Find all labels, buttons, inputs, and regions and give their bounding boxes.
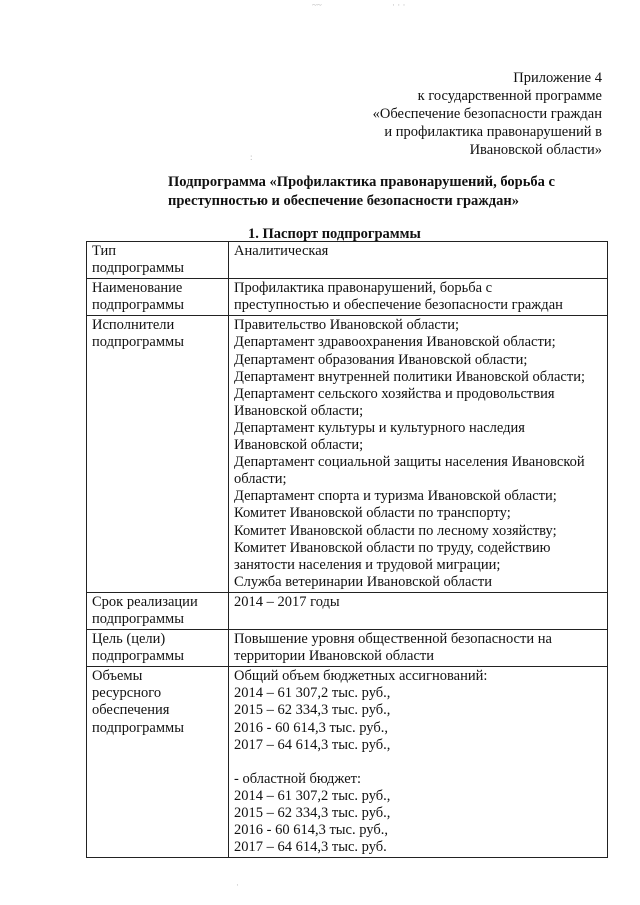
table-row [87,242,608,279]
row-value: Профилактика правонарушений, борьба с [234,280,493,297]
row-value: Общий объем бюджетных ассигнований: [234,668,488,685]
scan-speck: : [250,152,253,162]
row-label: подпрограммы [92,610,184,627]
row-value: 2014 – 2017 годы [234,593,340,610]
row-label: ресурсного [92,685,162,702]
table-row [87,667,608,858]
row-value: Аналитическая [234,243,329,259]
table-row [87,279,608,316]
row-label-cell [87,630,229,667]
row-label-cell [87,316,229,593]
row-value: 2015 – 62 334,3 тыс. руб., [234,702,391,719]
row-label: подпрограммы [92,297,184,314]
row-value: 2014 – 61 307,2 тыс. руб., [234,787,391,804]
row-value: 2017 – 64 614,3 тыс. руб., [234,736,391,753]
row-value-cell [229,667,608,858]
section-title: 1. Паспорт подпрограммы [248,226,421,242]
row-value: 2014 – 61 307,2 тыс. руб., [234,685,391,702]
row-value: Повышение уровня общественной безопасности на [234,631,552,648]
row-label: Тип [92,243,117,259]
row-value-cell [229,316,608,593]
row-value-cell [229,630,608,667]
row-label-cell [87,592,229,629]
row-value: Департамент сельского хозяйства и продовольствия [234,385,555,402]
subprogram-title [168,173,608,211]
row-label-cell [87,242,229,279]
row-value: территории Ивановской области [234,648,435,665]
row-value: преступностью и обеспечение безопасности граждан [234,297,563,314]
row-value-cell [229,592,608,629]
scan-speck: ~~ [312,0,322,10]
row-value: Ивановской области; [234,437,364,454]
table-row [87,630,608,667]
row-value: Служба ветеринарии Ивановской области [234,573,492,590]
row-value: области; [234,471,287,488]
blank-line [234,754,604,771]
appendix-line: и профилактика правонарушений в [384,124,602,140]
table-row [87,316,608,593]
appendix-line: «Обеспечение безопасности граждан [372,106,602,122]
row-value: 2015 – 62 334,3 тыс. руб., [234,804,391,821]
row-value: Комитет Ивановской области по труду, содействию [234,539,551,556]
appendix-line: Приложение 4 [513,70,602,86]
row-value: Департамент социальной защиты населения Ивановской [234,454,585,471]
row-label: Наименование [92,280,183,297]
row-value: Правительство Ивановской области; [234,317,459,334]
row-value: Комитет Ивановской области по лесному хозяйству; [234,522,557,539]
row-label: Цель (цели) [92,631,166,648]
row-label: Объемы [92,668,143,685]
appendix-line: Ивановской области» [469,142,602,158]
appendix-header [373,69,602,159]
row-value: 2016 - 60 614,3 тыс. руб., [234,719,388,736]
row-label: Исполнители [92,317,175,334]
row-value: 2016 - 60 614,3 тыс. руб., [234,822,388,838]
subprogram-title-line: преступностью и обеспечение безопасности граждан» [168,193,519,209]
row-label-cell [87,667,229,858]
row-value: Департамент спорта и туризма Ивановской области; [234,488,557,505]
row-value: Департамент культуры и культурного наследия [234,419,525,436]
row-value: 2017 – 64 614,3 тыс. руб. [234,839,387,856]
subprogram-title-line: Подпрограмма «Профилактика правонарушений, борьба с [168,174,555,190]
row-label: подпрограммы [92,719,184,736]
passport-table [86,241,608,858]
row-value: Департамент здравоохранения Ивановской области; [234,334,556,351]
row-label-cell [87,279,229,316]
scan-speck: · · · [392,0,406,10]
row-label: подпрограммы [92,334,184,351]
row-label: обеспечения [92,702,170,719]
row-value-cell [229,279,608,316]
row-value: занятости населения и трудовой миграции; [234,556,501,573]
appendix-line: к государственной программе [417,88,602,104]
scan-speck: · [236,880,239,890]
row-value: Ивановской области; [234,402,364,419]
row-value-cell [229,242,608,279]
row-value: - областной бюджет: [234,770,362,787]
row-label: подпрограммы [92,648,184,665]
row-label: подпрограммы [92,260,184,277]
row-value: Комитет Ивановской области по транспорту; [234,505,511,522]
row-label: Срок реализации [92,593,198,610]
row-value: Департамент внутренней политики Ивановской области; [234,368,585,385]
row-value: Департамент образования Ивановской области; [234,351,528,368]
table-row [87,592,608,629]
